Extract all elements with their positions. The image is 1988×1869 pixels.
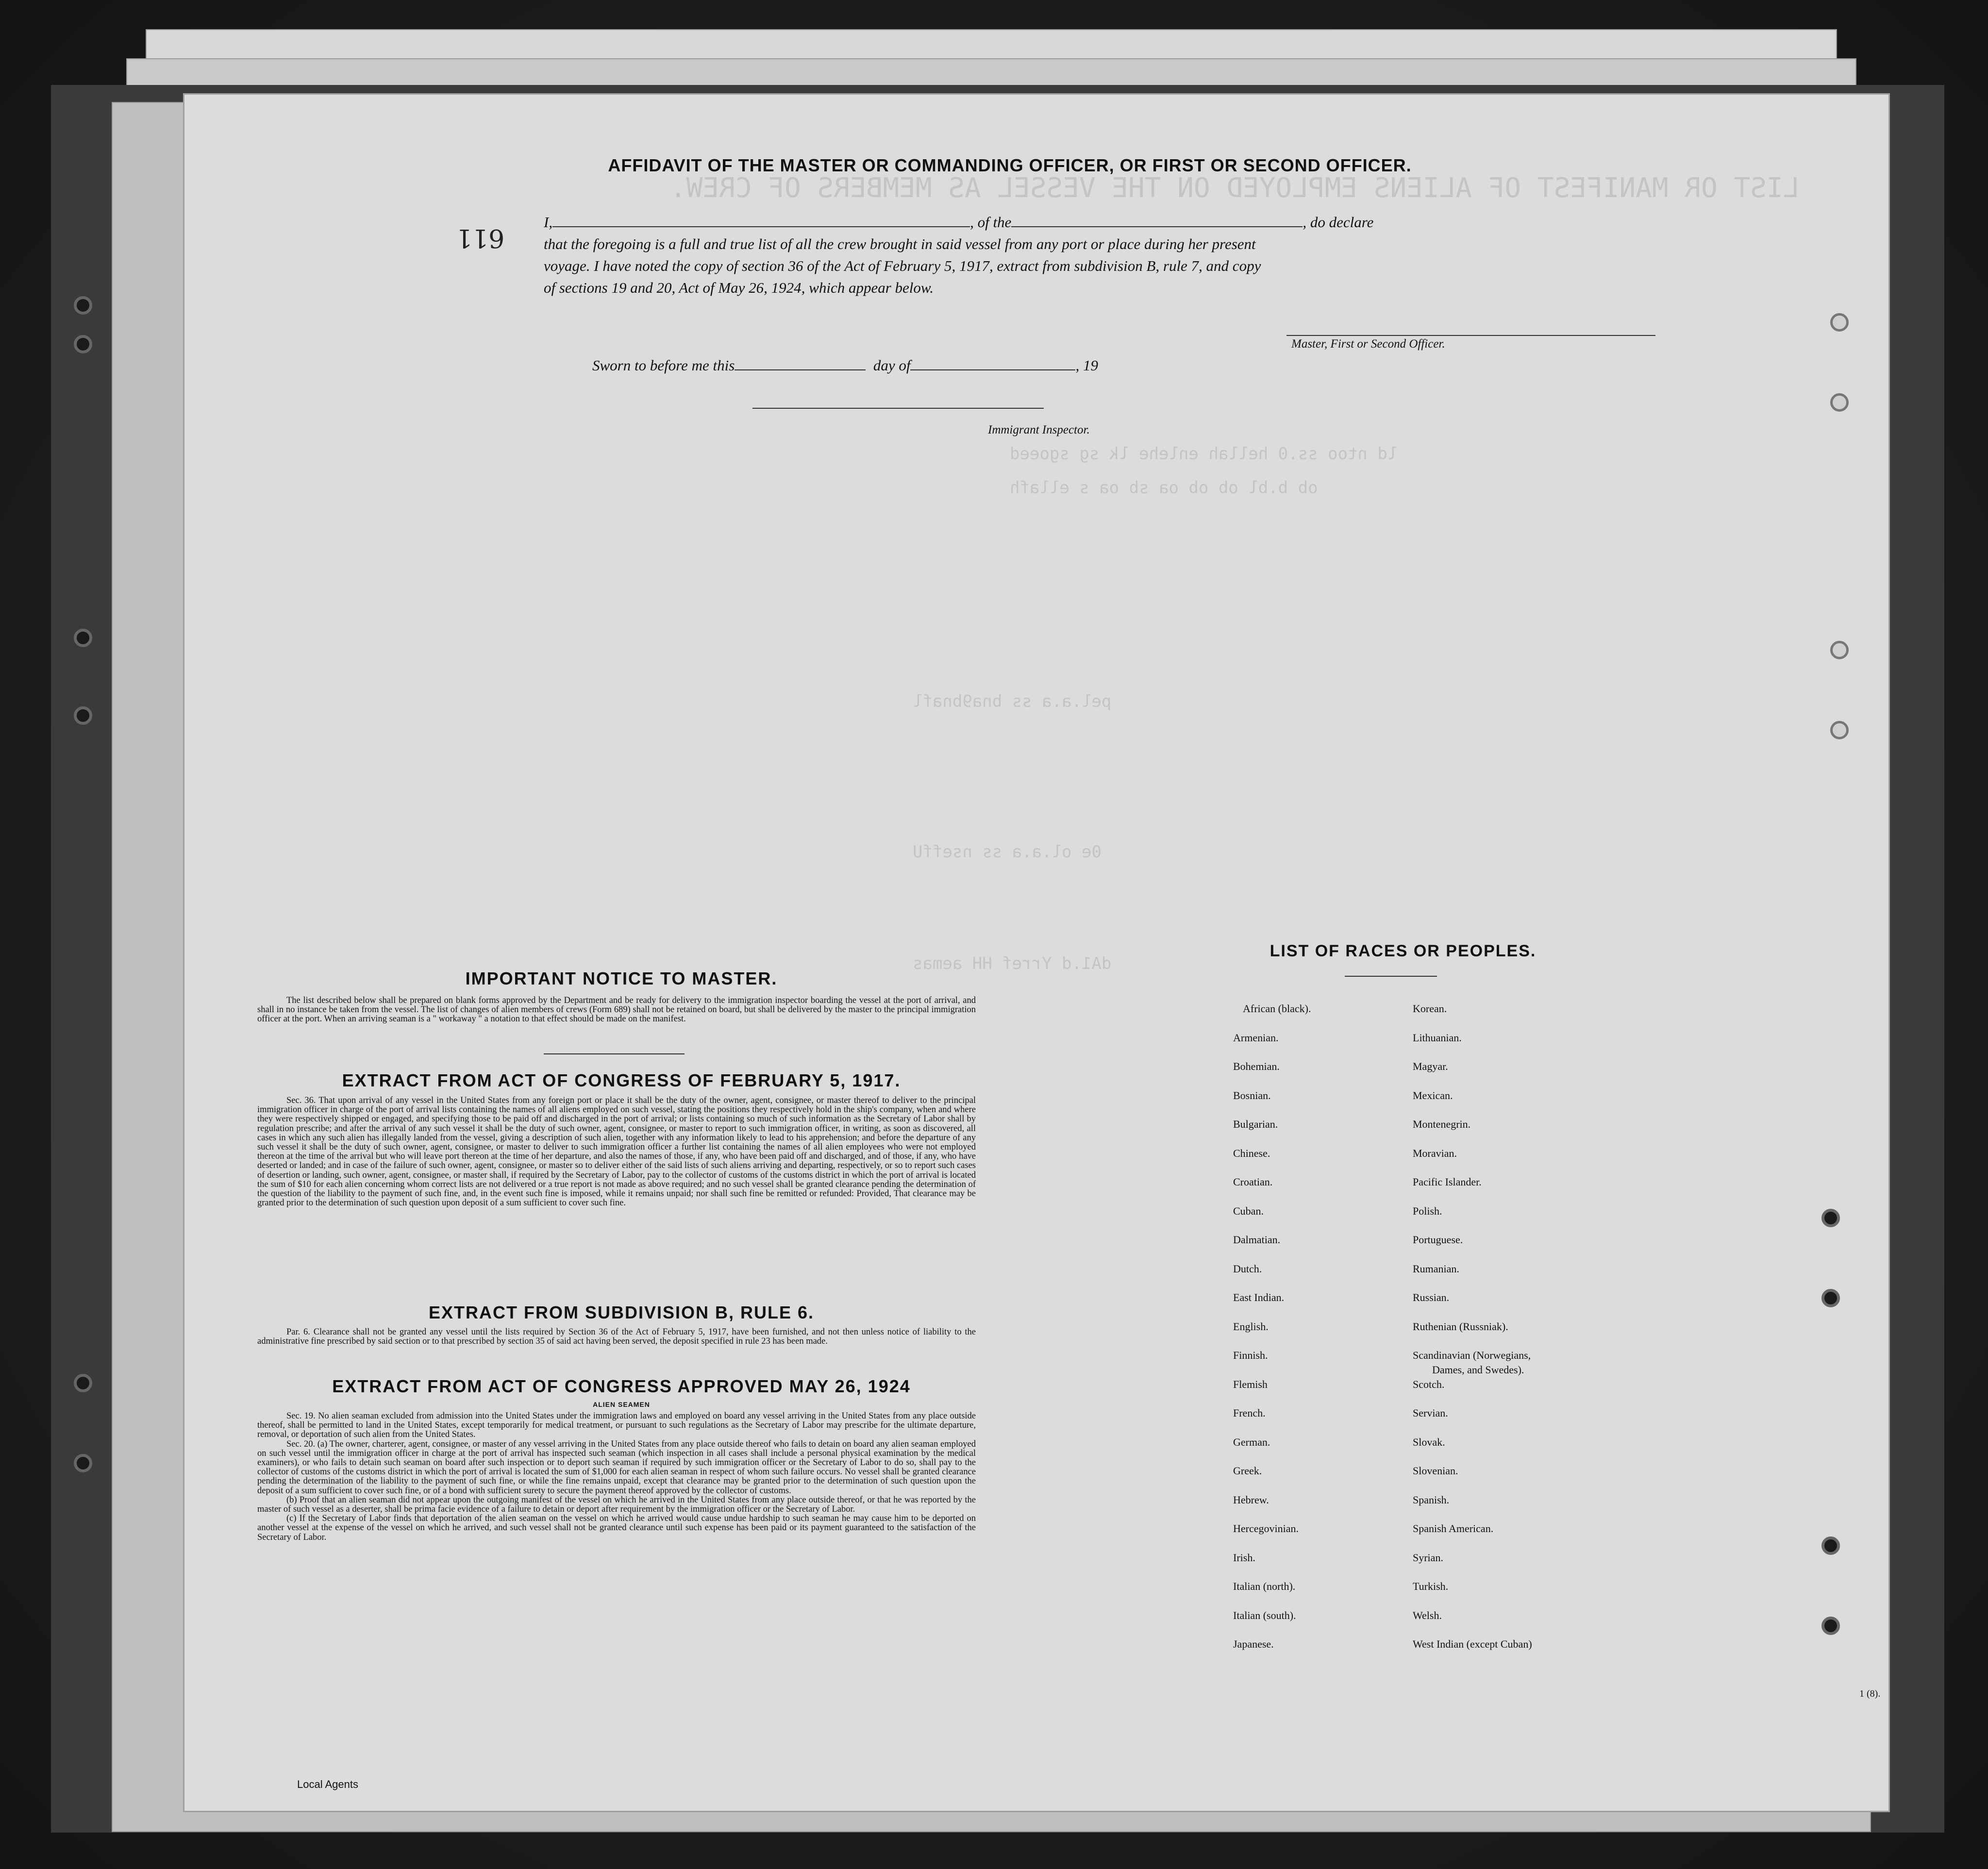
race-item: Russian. xyxy=(1413,1291,1450,1303)
race-item: Syrian. xyxy=(1413,1551,1443,1564)
binder-hole-icon xyxy=(1821,1536,1840,1555)
race-item: Italian (south). xyxy=(1233,1609,1296,1621)
binder-hole-icon xyxy=(74,706,92,725)
sec-36-paragraph: Sec. 36. That upon arrival of any vessel in the United States from any foreign port or place it shall be the duty of the owner, agent, consignee, or master thereof to deliver to the principal immigration officer in charge of the port of arrival lists containing the names of all aliens employed on such vessel, stating the positions they respectively hold in the ship's company, when and where they were respectively shipped or engaged, and specifying those to be paid off and discharged in the port of arrival; or lists containing so much of such information as the Secretary of Labor shall by regulation prescribe; and after the arrival of any such vessel it shall be the duty of such owner, agent, consignee, or master to report to such immigration officer, in writing, as soon as discovered, all cases in which any such alien has illegally landed from the vessel, giving a description of such alien, together with any information likely to lead to his apprehension; and before the departure of any such vessel it shall be the duty of such owner, agent, consignee, or master to deliver to such immigration officer a further list containing the names of all alien employees who were not employed thereon at the time of the arrival but who will leave port thereon at the time of her departure, and also the names of those, if any, who have been paid off and discharged, and of those, if any, who have deserted or landed; and in case of the failure of such owner, agent, consignee, or master so to deliver either of the said lists of such aliens arriving and departing, respectively, or so to report such cases of desertion or landing, such owner, agent, consignee, or master shall, if required by the Secretary of Labor, pay to the collector of customs of the customs district in which the port of arrival is located the sum of $10 for each alien concerning whom correct lists are not delivered or a true report is not made as above required; and no such vessel shall be granted clearance pending the determination of the question of the liability to the payment of such fine, and, in the event such fine is imposed, while it remains unpaid; nor shall such fine be remitted or refunded: Provided, That clearance may be granted prior to the determination of such question upon deposit of a sum sufficient to cover such fine. xyxy=(257,1096,976,1208)
binder-hole-icon xyxy=(74,1454,92,1472)
race-item: Korean. xyxy=(1413,1002,1447,1015)
race-item: Spanish American. xyxy=(1413,1522,1494,1535)
notice-body xyxy=(257,996,976,1024)
race-item: Dalmatian. xyxy=(1233,1234,1281,1246)
race-item: Turkish. xyxy=(1413,1580,1449,1592)
race-item: Chinese. xyxy=(1233,1147,1270,1159)
race-item: Scotch. xyxy=(1413,1378,1445,1390)
extract-1917-body xyxy=(257,1096,976,1208)
race-item: Magyar. xyxy=(1413,1060,1448,1072)
inspector-signature-line xyxy=(752,408,1044,409)
sworn-end: , 19 xyxy=(1075,357,1098,374)
binder-hole-icon xyxy=(1821,1209,1840,1227)
race-item: English. xyxy=(1233,1320,1269,1333)
section-divider xyxy=(544,1053,685,1054)
inspector-signature-label: Immigrant Inspector. xyxy=(988,423,1090,436)
sec-19-paragraph: Sec. 19. No alien seaman excluded from admission into the United States under the immigration laws and employed on board any vessel arriving in the United States from any place outside thereof, shall be permitted to land in the United States, except temporarily for medical treatment, or pursuant to such regulations as the Secretary of Labor may prescribe for the ultimate departure, removal, or deportation of such alien from the United States. xyxy=(257,1411,976,1440)
race-item: Hercegovinian. xyxy=(1233,1522,1299,1535)
race-item: Italian (north). xyxy=(1233,1580,1296,1592)
bleed-through-text: LIST OR MANIFEST OF ALIENS EMPLOYED ON THE VESSEL AS MEMBERS OF CREW. xyxy=(670,172,1800,204)
sec-20c-paragraph: (c) If the Secretary of Labor finds that deportation of the alien seaman on the vessel on which he arrived would cause undue hardship to such seaman he may cause him to be deported on another vessel at the expense of the vessel on which he arrived, and such vessel shall not be granted clearance until such expense has been paid or its payment guaranteed to the satisfaction of the Secretary of Labor. xyxy=(257,1514,976,1542)
affidavit-line-2: that the foregoing is a full and true list of all the crew brought in said vessel from any port or place during her present xyxy=(544,235,1256,252)
binder-hole-icon xyxy=(1830,641,1849,659)
race-item: Ruthenian (Russniak). xyxy=(1413,1320,1508,1333)
extract-1924-title: EXTRACT FROM ACT OF CONGRESS APPROVED MAY 26, 1924 xyxy=(332,1376,911,1396)
race-item: Servian. xyxy=(1413,1407,1448,1419)
race-item: Moravian. xyxy=(1413,1147,1457,1159)
binder-hole-icon xyxy=(1830,393,1849,412)
binder-hole-icon xyxy=(1821,1617,1840,1635)
binder-hole-icon xyxy=(74,629,92,647)
race-item: Lithuanian. xyxy=(1413,1031,1462,1044)
form-number: 1 (8). xyxy=(1859,1688,1881,1699)
extract-rule6-title: EXTRACT FROM SUBDIVISION B, RULE 6. xyxy=(428,1302,815,1322)
affidavit-line1-start: I, xyxy=(544,214,553,231)
race-item: Pacific Islander. xyxy=(1413,1176,1482,1188)
bleed-through-text: ob b.bl ob ob oa sb oa s ellafh xyxy=(1010,478,1318,498)
sworn-day-blank xyxy=(735,369,866,370)
notice-title: IMPORTANT NOTICE TO MASTER. xyxy=(465,968,778,988)
race-item: Japanese. xyxy=(1233,1638,1274,1650)
race-item: French. xyxy=(1233,1407,1266,1419)
race-item: Cuban. xyxy=(1233,1204,1264,1217)
sworn-start: Sworn to before me this xyxy=(592,357,735,374)
sec-20a-paragraph: Sec. 20. (a) The owner, charterer, agent, consignee, or master of any vessel arriving in the United States from any place outside thereof who fails to detain on board any alien seaman employed on such vessel until the immigration officer in charge at the port of arrival has inspected such seaman (which inspection in all cases shall include a personal physical examination by the medical examiners), or who fails to detain such seaman on board after such inspection or to deport such seaman if required by such immigration officer or the Secretary of Labor to do so, shall pay to the collector of customs of the customs district in which the port of arrival is located the sum of $1,000 for each alien seaman in respect of whom such failure occurs. No vessel shall be granted clearance pending the determination of the liability to the payment of such fine, or while the fine remains unpaid, except that clearance may be granted prior to the determination of such question upon the deposit of a sum sufficient to cover such fine, or of a bond with sufficient surety to secure the payment thereof approved by the collector of customs. xyxy=(257,1439,976,1496)
master-signature-label: Master, First or Second Officer. xyxy=(1291,337,1445,350)
binder-hole-icon xyxy=(1830,721,1849,739)
notice-paragraph: The list described below shall be prepared on blank forms approved by the Department and be ready for delivery to the immigration inspector boarding the vessel at the port of arrival, and shall in no instance be taken from the vessel. The list of changes of alien members of crews (Form 689) shall not be retained on board, but shall be delivered by the master to the principal immigration officer at the port. When an arriving seaman is a " workaway " a notation to that effect should be made on the manifest. xyxy=(257,996,976,1024)
race-item: Portuguese. xyxy=(1413,1234,1463,1246)
binder-hole-icon xyxy=(1830,313,1849,332)
affidavit-line-4: of sections 19 and 20, Act of May 26, 1924, which appear below. xyxy=(544,279,934,296)
race-item: Slovak. xyxy=(1413,1435,1445,1448)
race-item: Mexican. xyxy=(1413,1089,1453,1101)
sworn-statement-line xyxy=(592,357,1098,374)
race-item: East Indian. xyxy=(1233,1291,1285,1303)
race-item: Finnish. xyxy=(1233,1349,1268,1361)
race-item: Irish. xyxy=(1233,1551,1255,1564)
extract-1917-title: EXTRACT FROM ACT OF CONGRESS OF FEBRUARY 5, 1917. xyxy=(342,1070,901,1090)
affidavit-line-3: voyage. I have noted the copy of section 36 of the Act of February 5, 1917, extract from subdivision B, rule 7, and copy xyxy=(544,257,1261,274)
race-item: Spanish. xyxy=(1413,1493,1450,1506)
bleed-through-text: 0e ol.a.a ss nseffU xyxy=(913,842,1102,862)
bleed-through-text: ld ntoo ss.0 hellah enlehe lk sg sgoeed xyxy=(1010,444,1398,464)
race-item: West Indian (except Cuban) xyxy=(1413,1638,1532,1650)
local-agents-label: Local Agents xyxy=(297,1778,358,1790)
par-6-paragraph: Par. 6. Clearance shall not be granted any vessel until the lists required by Section 36 of the Act of February 5, 1917, have been furnished, and not then unless notice of liability to the administrative fine prescribed by said section or to that prescribed by section 35 of said act having been served, the deposit specified in rule 23 has been made. xyxy=(257,1327,976,1347)
race-item: Dames, and Swedes). xyxy=(1432,1364,1524,1376)
officer-name-blank xyxy=(552,226,970,227)
binder-hole-icon xyxy=(74,1374,92,1392)
race-item: Greek. xyxy=(1233,1465,1262,1477)
race-item: Croatian. xyxy=(1233,1176,1273,1188)
race-item: Montenegrin. xyxy=(1413,1118,1471,1130)
binder-hole-icon xyxy=(74,296,92,315)
races-list-title: LIST OF RACES OR PEOPLES. xyxy=(1270,942,1537,960)
race-item: Bulgarian. xyxy=(1233,1118,1278,1130)
manifest-page xyxy=(184,95,1888,1811)
bleed-through-text: pel.a.a ss bna9bnafl xyxy=(913,692,1112,711)
affidavit-line1-mid: , of the xyxy=(970,214,1012,231)
race-item: Welsh. xyxy=(1413,1609,1442,1621)
affidavit-declaration-line xyxy=(544,214,1373,231)
race-item: German. xyxy=(1233,1435,1270,1448)
race-item: Scandinavian (Norwegians, xyxy=(1413,1349,1531,1361)
race-item: Rumanian. xyxy=(1413,1262,1459,1275)
vessel-name-blank xyxy=(1011,226,1303,227)
extract-rule6-body xyxy=(257,1328,976,1346)
binder-hole-icon xyxy=(1821,1289,1840,1307)
extract-1924-body xyxy=(257,1412,976,1542)
sworn-mid: day of xyxy=(873,357,911,374)
bleed-through-text: dA1.d Yrref HH aemas xyxy=(913,954,1112,973)
race-item: African (black). xyxy=(1243,1002,1311,1015)
binder-hole-icon xyxy=(74,335,92,353)
race-item: Bohemian. xyxy=(1233,1060,1280,1072)
page-number: 611 xyxy=(456,223,505,252)
race-item: Bosnian. xyxy=(1233,1089,1271,1101)
master-signature-line xyxy=(1286,335,1655,336)
sworn-month-blank xyxy=(910,369,1075,370)
affidavit-line1-end: , do declare xyxy=(1303,214,1374,231)
race-item: Flemish xyxy=(1233,1378,1268,1390)
affidavit-title: AFFIDAVIT OF THE MASTER OR COMMANDING OFFICER, OR FIRST OR SECOND OFFICER. xyxy=(608,155,1412,175)
race-item: Hebrew. xyxy=(1233,1493,1269,1506)
races-title-underline xyxy=(1345,976,1437,977)
race-item: Slovenian. xyxy=(1413,1465,1458,1477)
sec-20b-paragraph: (b) Proof that an alien seaman did not appear upon the outgoing manifest of the vessel on which he arrived in the United States from any place outside thereof, or that he was reported by the master of such vessel as a deserter, shall be prima facie evidence of a failure to detain or deport after requirement by the immigration officer or the Secretary of Labor. xyxy=(257,1495,976,1515)
race-item: Polish. xyxy=(1413,1204,1442,1217)
extract-1924-subtitle: ALIEN SEAMEN xyxy=(593,1401,650,1408)
race-item: Dutch. xyxy=(1233,1262,1262,1275)
race-item: Armenian. xyxy=(1233,1031,1279,1044)
